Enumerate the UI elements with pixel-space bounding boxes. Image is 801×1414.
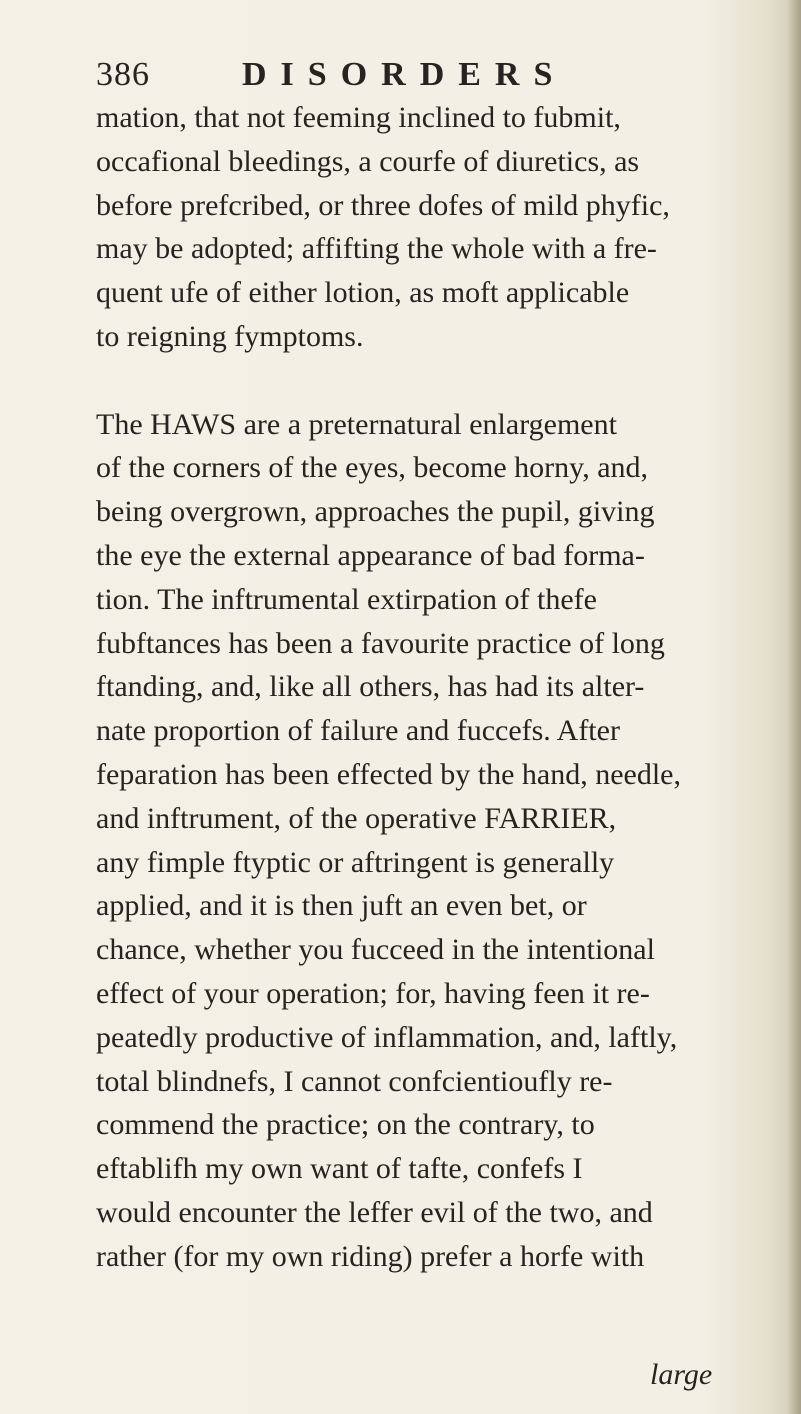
text-line: mation, that not feeming inclined to fubmit, — [96, 101, 621, 134]
text-line: may be adopted; affifting the whole with a fre- — [96, 232, 657, 266]
text-line: applied, and it is then juft an even bet, or — [96, 889, 587, 923]
running-head: DISORDERS — [242, 56, 567, 93]
text-line: total blindnefs, I cannot confcientioufly re- — [96, 1064, 613, 1098]
text-line: before prefcribed, or three dofes of mild phyfic, — [96, 188, 670, 222]
text-line: the eye the external appearance of bad forma- — [96, 538, 645, 572]
text-line: being overgrown, approaches the pupil, giving — [96, 495, 655, 529]
text-line: occafional bleedings, a courfe of diuretics, as — [96, 144, 640, 178]
text-line: rather (for my own riding) prefer a horfe with — [96, 1239, 645, 1273]
text-line: tion. The inftrumental extirpation of thefe — [96, 582, 597, 616]
text-line: peatedly productive of inflammation, and, laftly, — [96, 1020, 678, 1054]
text-line: of the corners of the eyes, become horny, and, — [96, 451, 649, 485]
text-line: nate proportion of failure and fuccefs. After — [96, 714, 620, 748]
text-line: and inftrument, of the operative FARRIER, — [96, 801, 617, 835]
paragraph-gap — [96, 359, 716, 403]
body-text — [96, 96, 716, 1279]
text-line: ftanding, and, like all others, has had its alter- — [96, 670, 645, 704]
text-line: would encounter the leffer evil of the two, and — [96, 1195, 653, 1229]
text-line: effect of your operation; for, having feen it re- — [96, 976, 650, 1010]
text-line: eftablifh my own want of tafte, confefs I — [96, 1152, 583, 1186]
page-header — [96, 52, 716, 100]
text-line: feparation has been effected by the hand, needle, — [96, 757, 681, 791]
text-line: quent ufe of either lotion, as moft applicable — [96, 276, 630, 310]
text-line: to reigning fymptoms. — [96, 319, 364, 353]
text-line: The HAWS are a preternatural enlargement — [96, 407, 617, 441]
text-line: commend the practice; on the contrary, to — [96, 1108, 595, 1142]
text-line: fubftances has been a favourite practice of long — [96, 626, 665, 660]
page-edge-shadow — [787, 0, 801, 1414]
text-line: chance, whether you fucceed in the intentional — [96, 933, 655, 967]
page-number: 386 — [96, 56, 150, 93]
catchword: large — [650, 1358, 713, 1391]
text-line: any fimple ftyptic or aftringent is generally — [96, 845, 615, 879]
